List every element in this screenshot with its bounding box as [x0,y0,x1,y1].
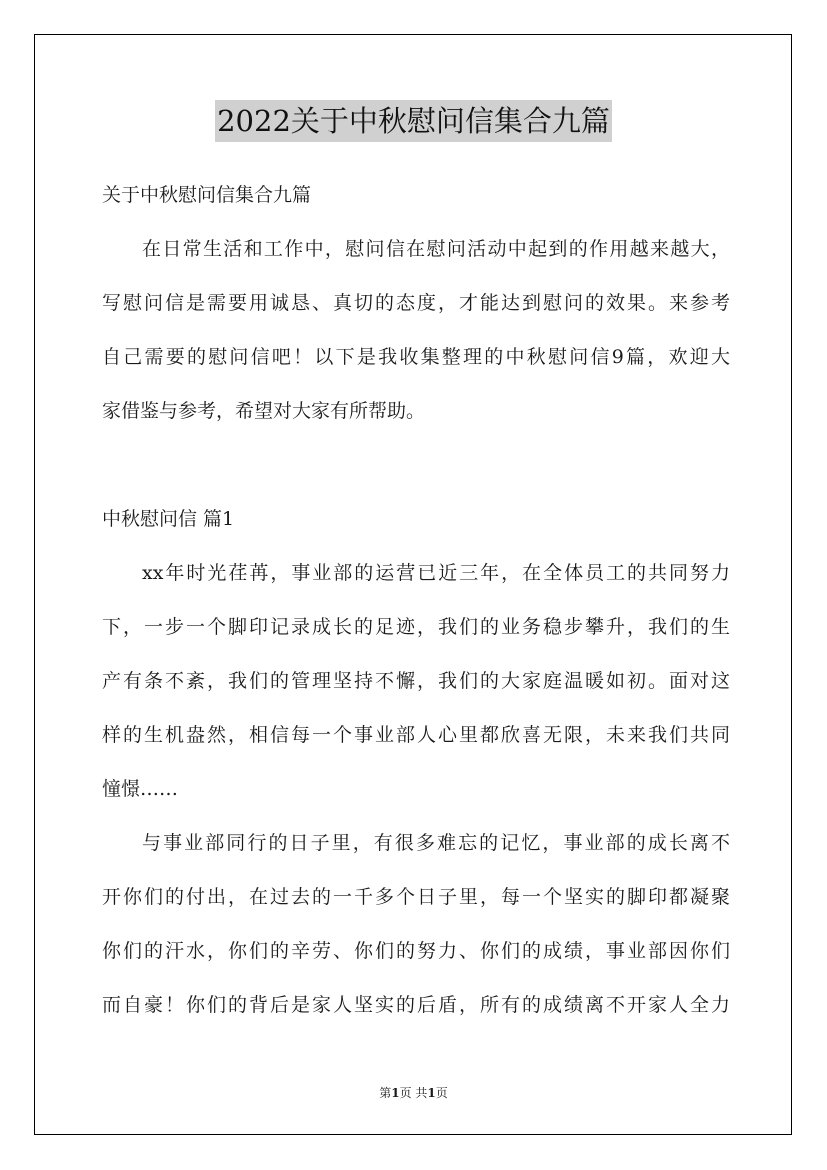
section-heading: 中秋慰问信 篇1 [102,508,235,530]
paragraph-line: 开你们的付出，在过去的一千多个日子里，每一个坚实的脚印都凝聚 [102,886,730,908]
intro-line: 在日常生活和工作中，慰问信在慰问活动中起到的作用越来越大， [142,238,730,260]
paragraph-line: 产有条不紊，我们的管理坚持不懈，我们的大家庭温暖如初。面对这 [102,670,730,692]
paragraph-line: 憧憬…… [102,778,179,800]
document-subtitle: 关于中秋慰问信集合九篇 [102,184,312,206]
intro-line: 家借鉴与参考，希望对大家有所帮助。 [102,400,426,422]
paragraph-line: 而自豪！你们的背后是家人坚实的后盾，所有的成绩离不开家人全力 [102,994,730,1016]
intro-line: 写慰问信是需要用诚恳、真切的态度，才能达到慰问的效果。来参考 [102,292,730,314]
page-footer [0,1084,827,1101]
document-title-container [0,100,827,146]
document-body [102,168,730,1032]
footer-mid: 页 共 [399,1086,428,1100]
paragraph-line: 下，一步一个脚印记录成长的足迹，我们的业务稳步攀升，我们的生 [102,616,730,638]
paragraph-spacer [102,438,730,492]
footer-page-total: 1 [427,1086,436,1100]
footer-page-number: 1 [391,1086,400,1100]
paragraph-line: xx年时光荏苒，事业部的运营已近三年，在全体员工的共同努力 [142,562,730,584]
paragraph-line: 与事业部同行的日子里，有很多难忘的记忆，事业部的成长离不 [142,832,730,854]
paragraph-line: 你们的汗水，你们的辛劳、你们的努力、你们的成绩，事业部因你们 [102,940,730,962]
footer-prefix: 第 [379,1086,392,1100]
intro-line: 自己需要的慰问信吧！以下是我收集整理的中秋慰问信9篇，欢迎大 [102,346,730,368]
footer-suffix: 页 [435,1086,448,1100]
paragraph-line: 样的生机盎然，相信每一个事业部人心里都欣喜无限，未来我们共同 [102,724,730,746]
document-title: 2022关于中秋慰问信集合九篇 [215,100,612,142]
